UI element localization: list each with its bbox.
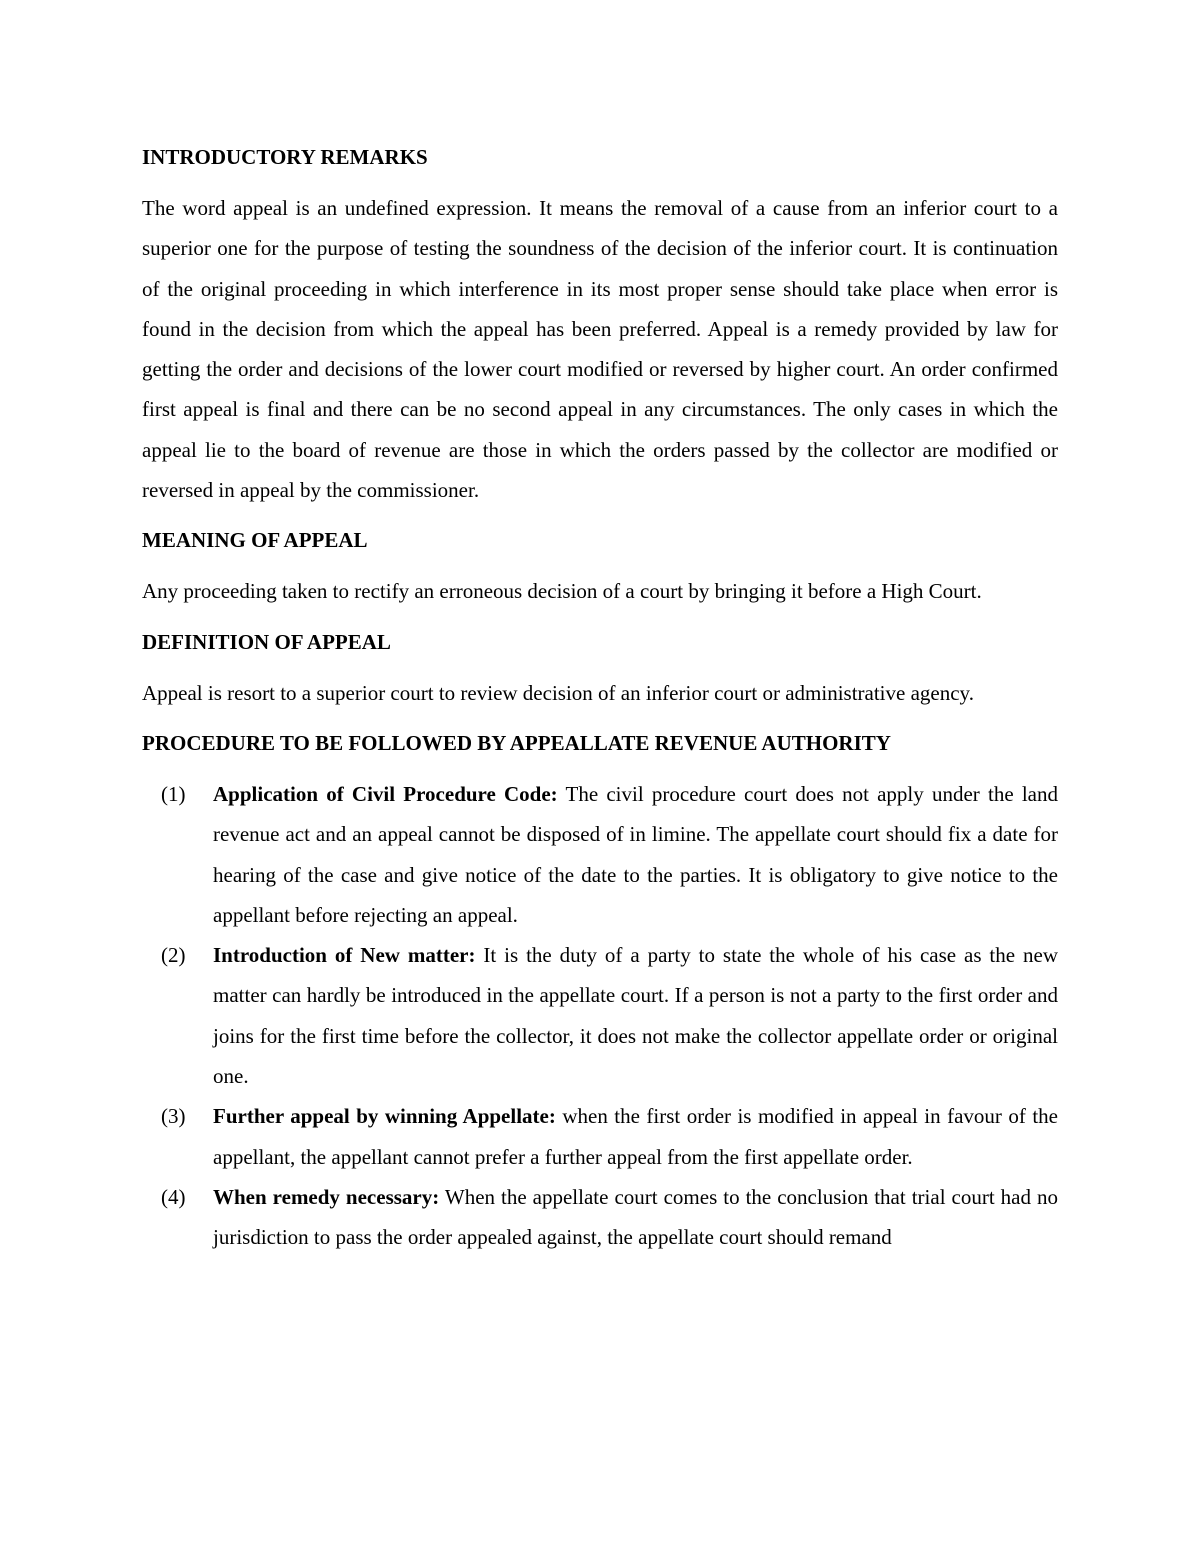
- list-item-term: Further appeal by winning Appellate:: [213, 1104, 556, 1129]
- list-item-text: It is the duty of a party to state the whole of his case as the new matter can hardly be introduced in the appellate court. If a person is not a party to the first order and joins for the first time before the collector, it does not make the collector appellate order or original one.: [213, 943, 1058, 1089]
- section-heading: PROCEDURE TO BE FOLLOWED BY APPEALLATE REVENUE AUTHORITY: [142, 730, 891, 755]
- list-item-text: When the appellate court comes to the conclusion that trial court had no jurisdiction to pass the order appealed against, the appellate court should remand: [213, 1184, 1058, 1250]
- list-item-number: (3): [161, 1104, 186, 1129]
- section-definition-of-appeal: [142, 622, 1058, 713]
- list-item: [142, 935, 1058, 1096]
- list-item-text: when the first order is modified in appeal in favour of the appellant, the appellant cannot prefer a further appeal from the first appellate order.: [213, 1104, 1058, 1169]
- list-item-number: (1): [161, 781, 186, 806]
- section-heading: INTRODUCTORY REMARKS: [142, 145, 428, 169]
- list-item-term: Application of Civil Procedure Code:: [213, 781, 558, 806]
- section-introductory-remarks: [142, 137, 1058, 510]
- list-item-term: Introduction of New matter:: [213, 943, 476, 968]
- section-heading: DEFINITION OF APPEAL: [142, 629, 391, 654]
- section-meaning-of-appeal: [142, 520, 1058, 611]
- section-paragraph: Any proceeding taken to rectify an erroneous decision of a court by bringing it before a High Court.: [142, 579, 982, 604]
- section-heading: MEANING OF APPEAL: [142, 528, 368, 553]
- section-procedure: [142, 723, 1058, 1258]
- procedure-list: [142, 774, 1058, 1258]
- list-item: [142, 1177, 1058, 1258]
- document-page: [142, 137, 1058, 1258]
- list-item: [142, 1096, 1058, 1177]
- section-paragraph: Appeal is resort to a superior court to review decision of an inferior court or administrative agency.: [142, 680, 974, 705]
- list-item-term: When remedy necessary:: [213, 1184, 440, 1209]
- list-item: [142, 774, 1058, 935]
- list-item-number: (2): [161, 943, 186, 968]
- section-paragraph: The word appeal is an undefined expression. It means the removal of a cause from an inferior court to a superior one for the purpose of testing the soundness of the decision of the inferior court. It is continuation of the original proceeding in which interference in its most proper sense should take place when error is found in the decision from which the appeal has been preferred. Appeal is a remedy provided by law for getting the order and decisions of the lower court modified or reversed by higher court. An order confirmed first appeal is final and there can be no second appeal in any circumstances. The only cases in which the appeal lie to the board of revenue are those in which the orders passed by the collector are modified or reversed in appeal by the commissioner.: [142, 196, 1058, 503]
- list-item-text: The civil procedure court does not apply under the land revenue act and an appeal cannot be disposed of in limine. The appellate court should fix a date for hearing of the case and give notice of the date to the parties. It is obligatory to give notice to the appellant before rejecting an appeal.: [213, 781, 1058, 927]
- list-item-number: (4): [161, 1184, 186, 1209]
